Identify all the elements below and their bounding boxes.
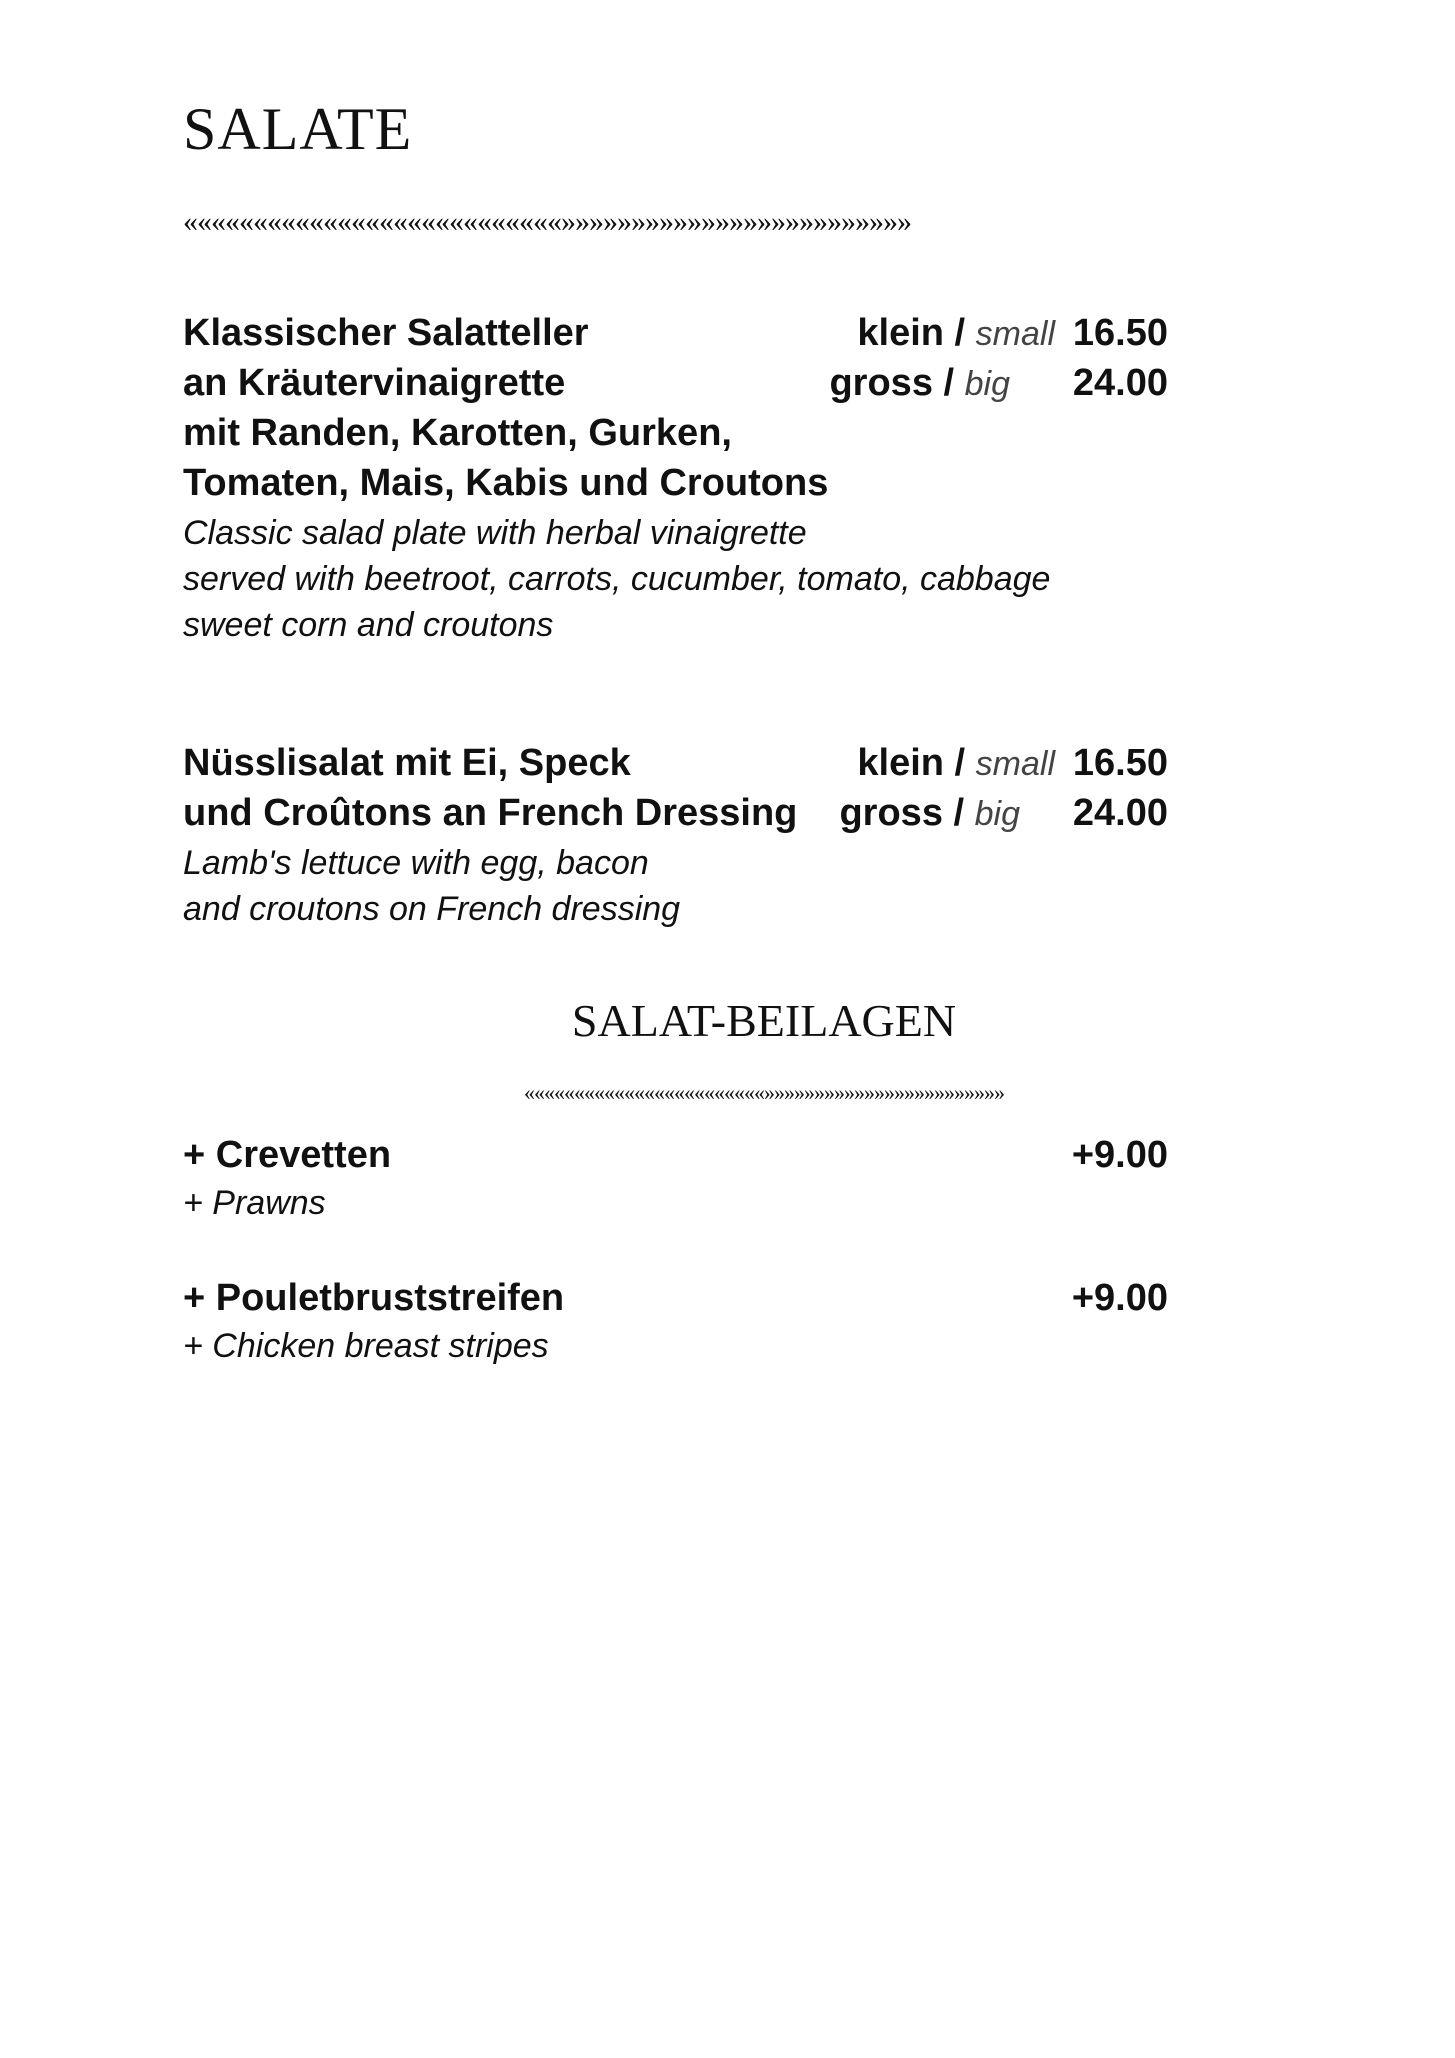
item-name-line: mit Randen, Karotten, Gurken,: [183, 412, 732, 454]
item-name-line: Tomaten, Mais, Kabis und Croutons: [183, 462, 829, 504]
title-ornament: «««««««««««««««««««««««««««»»»»»»»»»»»»»»»»»»»»»»»»»: [183, 205, 911, 238]
size-label-de: klein /: [857, 742, 976, 784]
price-big: 24.00: [1072, 362, 1168, 404]
section-title: SALAT-BEILAGEN: [571, 995, 957, 1046]
addon-price: +9.00: [1071, 1134, 1168, 1176]
page-title: SALATE: [183, 96, 413, 162]
addon-name: + Pouletbruststreifen: [183, 1277, 565, 1319]
price-big: 24.00: [1072, 792, 1168, 834]
item-description-line: Lamb's lettuce with egg, bacon: [183, 844, 649, 882]
item-name-line: und Croûtons an French Dressing: [183, 792, 798, 834]
item-description-line: sweet corn and croutons: [183, 606, 554, 644]
size-label-de: gross /: [839, 792, 975, 834]
addon-description: + Chicken breast stripes: [183, 1327, 549, 1365]
item-description-line: and croutons on French dressing: [183, 890, 681, 928]
price-small: 16.50: [1072, 742, 1168, 784]
addon-price: +9.00: [1071, 1277, 1168, 1319]
size-label-big: [829, 358, 1010, 409]
size-label-small: [857, 738, 1055, 789]
section-ornament: ««««««««««««««««««««««««»»»»»»»»»»»»»»»»»»»»»»»»: [524, 1080, 1004, 1105]
item-name-line: Nüsslisalat mit Ei, Speck: [183, 742, 631, 784]
size-label-en: small: [975, 315, 1055, 353]
item-name-line: an Kräutervinaigrette: [183, 362, 566, 404]
price-small: 16.50: [1072, 312, 1168, 354]
size-label-en: big: [964, 365, 1010, 403]
size-label-en: big: [974, 795, 1020, 833]
size-label-en: small: [975, 745, 1055, 783]
size-label-de: gross /: [829, 362, 965, 404]
addon-name: + Crevetten: [183, 1134, 392, 1176]
size-label-de: klein /: [857, 312, 976, 354]
item-description-line: Classic salad plate with herbal vinaigrette: [183, 514, 807, 552]
item-description-line: served with beetroot, carrots, cucumber, tomato, cabbage: [183, 560, 1051, 598]
size-label-small: [857, 308, 1055, 359]
item-name-line: Klassischer Salatteller: [183, 312, 589, 354]
size-label-big: [839, 788, 1020, 839]
addon-description: + Prawns: [183, 1184, 326, 1222]
